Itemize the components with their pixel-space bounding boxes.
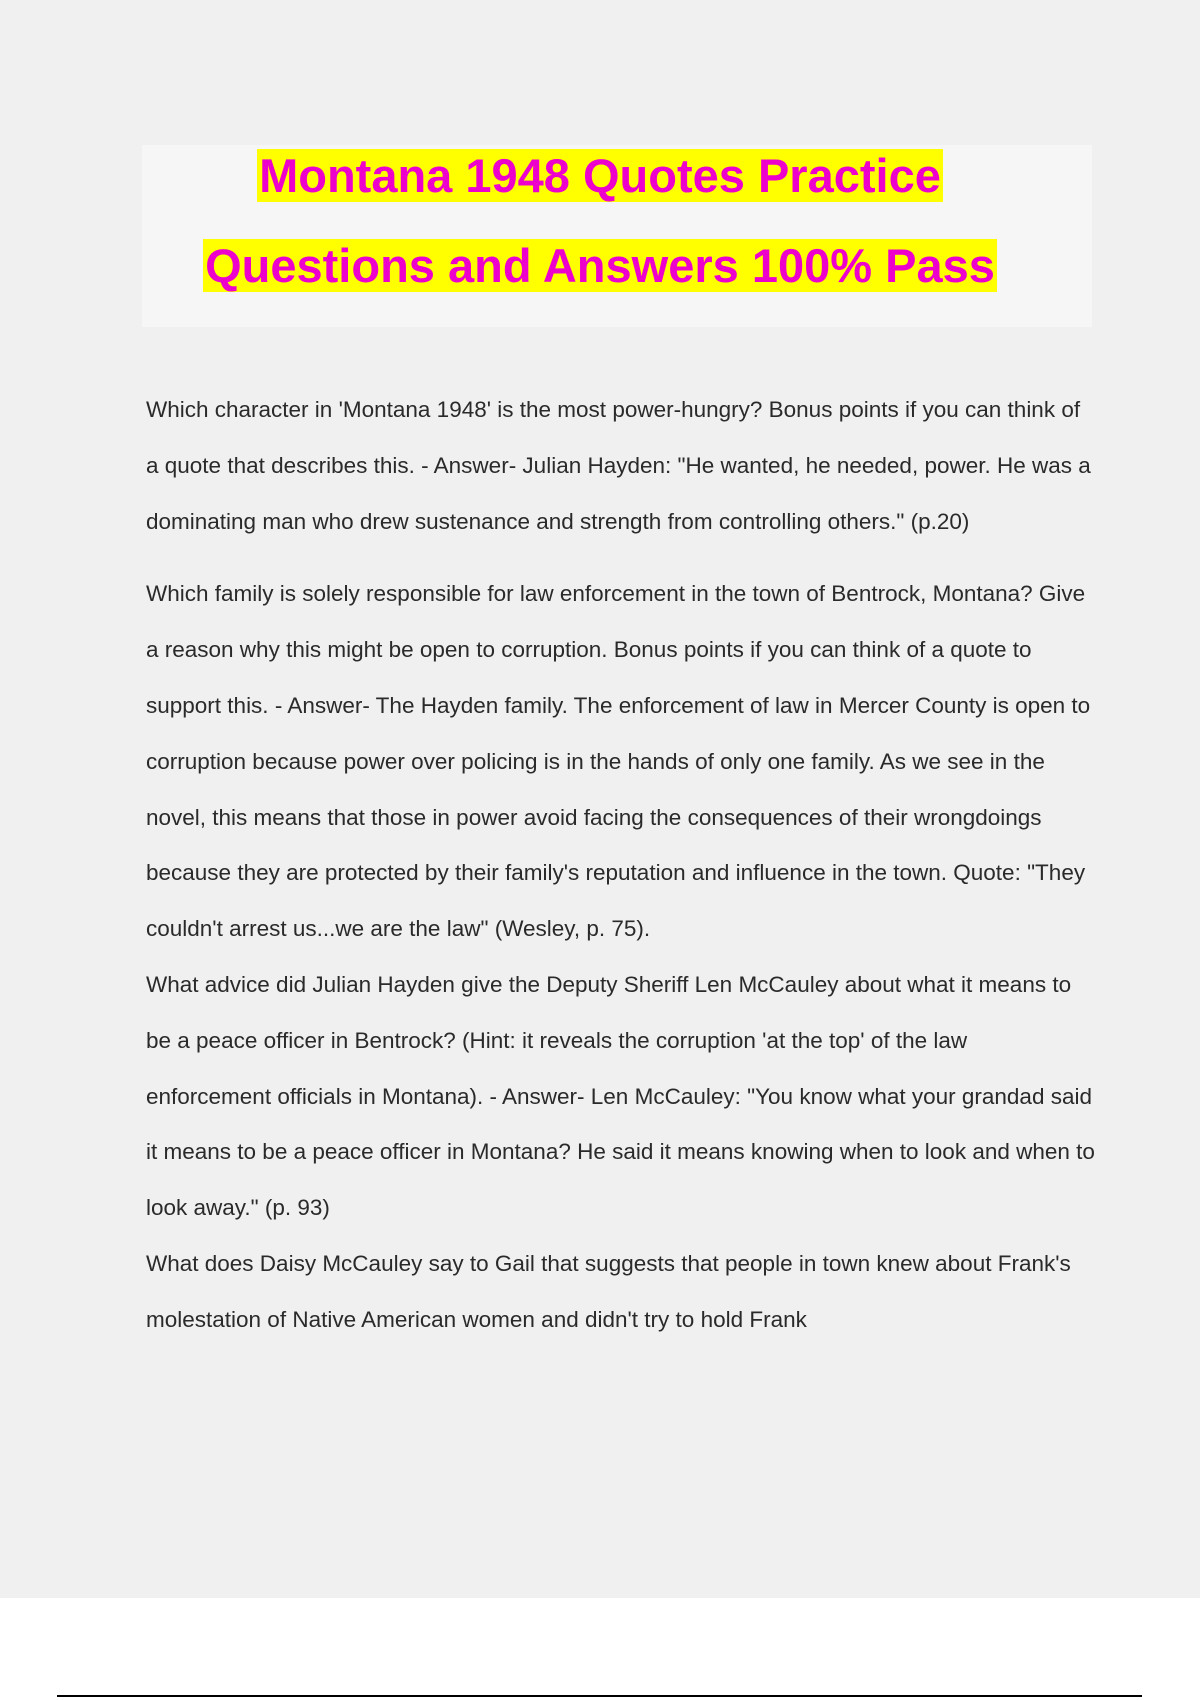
qa-entry: Which family is solely responsible for law enforcement in the town of Bentrock, Montana? Give a reason why this might be open to corruption. Bonus points if you can think of a quote to support this. - Answer- The Hayden family. The enforcement of law in Mercer County is open to corruption because power over policing is in the hands of only one family. As we see in the novel, this means that those in power avoid facing the consequences of their wrongdoings because they are protected by their family's reputation and influence in the town. Quote: "They couldn't arrest us...we are the law" (Wesley, p. 75). [146,581,1091,942]
qa-entry: What advice did Julian Hayden give the Deputy Sheriff Len McCauley about what it means to be a peace officer in Bentrock? (Hint: it reveals the corruption 'at the top' of the law enforcement officials in Montana). - Answer- Len McCauley: "You know what your grandad said it means to be a peace officer in Montana? He said it means knowing when to look and when to look away." (p. 93) [146,971,1095,1221]
title-line-1 [0,146,1200,206]
title-line-2 [0,236,1200,296]
title-text-1: Montana 1948 Quotes Practice [259,149,941,202]
footer-divider [57,1695,1142,1697]
qa-entry: What does Daisy McCauley say to Gail that suggests that people in town knew about Frank's molestation of Native American women and didn't try to hold Frank [146,1250,1071,1332]
title-text-2: Questions and Answers 100% Pass [205,239,995,292]
qa-entry: Which character in 'Montana 1948' is the most power-hungry? Bonus points if you can think of a quote that describes this. - Answer- Julian Hayden: "He wanted, he needed, power. He was a dominating man who drew sustenance and strength from controlling others." (p.20) [146,397,1091,534]
qa-content [146,382,1096,1348]
